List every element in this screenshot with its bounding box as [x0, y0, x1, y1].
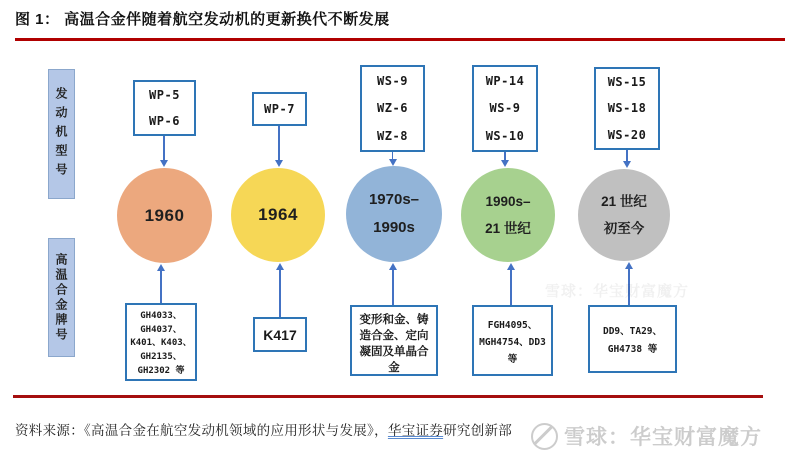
period-label: 1990s–: [485, 194, 531, 209]
period-label: 21 世纪: [485, 221, 531, 236]
figure-bottom-rule: [13, 395, 763, 398]
arrow-down-icon: [388, 152, 397, 166]
engine-model-label: WS-9: [377, 73, 408, 88]
alloy-grade-label: 凝固及单晶合: [359, 346, 429, 358]
engine-model-label: WS-10: [485, 129, 525, 144]
watermark-faint: 雪球：华宝财富魔方: [545, 283, 690, 300]
alloy-grade-label: GH4033、: [140, 311, 182, 322]
arrow-up-icon: [157, 264, 166, 303]
period-label: 1960: [144, 205, 185, 225]
engine-box-21century: [594, 67, 660, 150]
alloy-grade-label: GH2302 等: [137, 365, 185, 376]
engine-model-label: WP-5: [149, 88, 180, 102]
engine-model-label: WZ-6: [377, 101, 408, 116]
side-label-alloy-grade: 高温合金牌号: [48, 238, 75, 357]
alloy-box-1970s: [350, 305, 438, 376]
engine-box-1964: [252, 92, 307, 126]
arrow-down-icon: [275, 126, 284, 167]
engine-model-label: WS-9: [489, 101, 521, 116]
period-circle-1970s-1990s: [346, 166, 442, 262]
alloy-grade-label: 变形和金、铸: [359, 314, 429, 326]
engine-model-label: WP-7: [264, 102, 295, 116]
alloy-grade-label: MGH4754、DD3: [479, 336, 546, 348]
engine-box-1970s: [360, 65, 425, 152]
period-circle-1990s-21c: [461, 168, 555, 262]
side-label-engine-model: 发动机型号: [48, 69, 75, 199]
engine-box-1990s: [472, 65, 538, 152]
engine-model-label: WS-15: [607, 75, 647, 90]
engine-model-label: WZ-8: [377, 129, 408, 144]
alloy-box-1964: [253, 317, 307, 352]
alloy-grade-label: 金: [388, 362, 400, 374]
alloy-grade-label: 等: [507, 353, 518, 365]
arrow-down-icon: [160, 136, 169, 167]
period-circle-1964: [231, 168, 325, 262]
source-text-suffix: 研究创新部: [443, 423, 513, 438]
alloy-grade-label: DD9、TA29、: [602, 326, 663, 337]
period-label: 21 世纪: [601, 194, 647, 209]
alloy-box-1990s: [472, 305, 553, 376]
period-label: 1970s–: [368, 191, 420, 209]
title-divider-line: [15, 38, 785, 41]
engine-box-1960: [133, 80, 196, 136]
arrow-up-icon: [507, 263, 516, 305]
period-circle-21c-now: [578, 169, 670, 261]
alloy-grade-label: K401、K403、: [130, 338, 192, 349]
alloy-box-21c: [588, 305, 677, 373]
figure-title: 图 1： 高温合金伴随着航空发动机的更新换代不断发展: [15, 11, 390, 28]
alloy-grade-label: GH2135、: [140, 352, 182, 363]
alloy-grade-label: GH4738 等: [607, 344, 658, 355]
alloy-box-1960: [125, 303, 197, 381]
period-label: 1964: [258, 205, 298, 224]
alloy-grade-label: 造合金、定向: [359, 330, 429, 342]
source-publisher-link[interactable]: 华宝证券: [387, 423, 444, 438]
watermark: [531, 421, 762, 451]
engine-model-label: WS-20: [607, 127, 647, 142]
arrow-up-icon: [276, 263, 285, 317]
arrow-down-icon: [501, 152, 510, 167]
source-text: 资料来源：《高温合金在航空发动机领域的应用形状与发展》，: [15, 423, 388, 438]
arrow-up-icon: [389, 263, 398, 305]
engine-model-label: WP-6: [149, 114, 180, 128]
watermark-text: 雪球：华宝财富魔方: [564, 426, 762, 449]
engine-model-label: WS-18: [607, 101, 647, 116]
period-label: 初至今: [603, 221, 645, 236]
arrow-down-icon: [623, 150, 632, 168]
alloy-grade-label: K417: [263, 326, 297, 343]
engine-model-label: WP-14: [485, 73, 525, 88]
alloy-grade-label: FGH4095、: [487, 319, 538, 331]
xueqiu-logo-icon: [531, 423, 558, 450]
source-line: [15, 419, 512, 439]
alloy-grade-label: GH4037、: [140, 324, 182, 335]
period-label: 1990s: [373, 219, 415, 236]
period-circle-1960: [117, 168, 212, 263]
